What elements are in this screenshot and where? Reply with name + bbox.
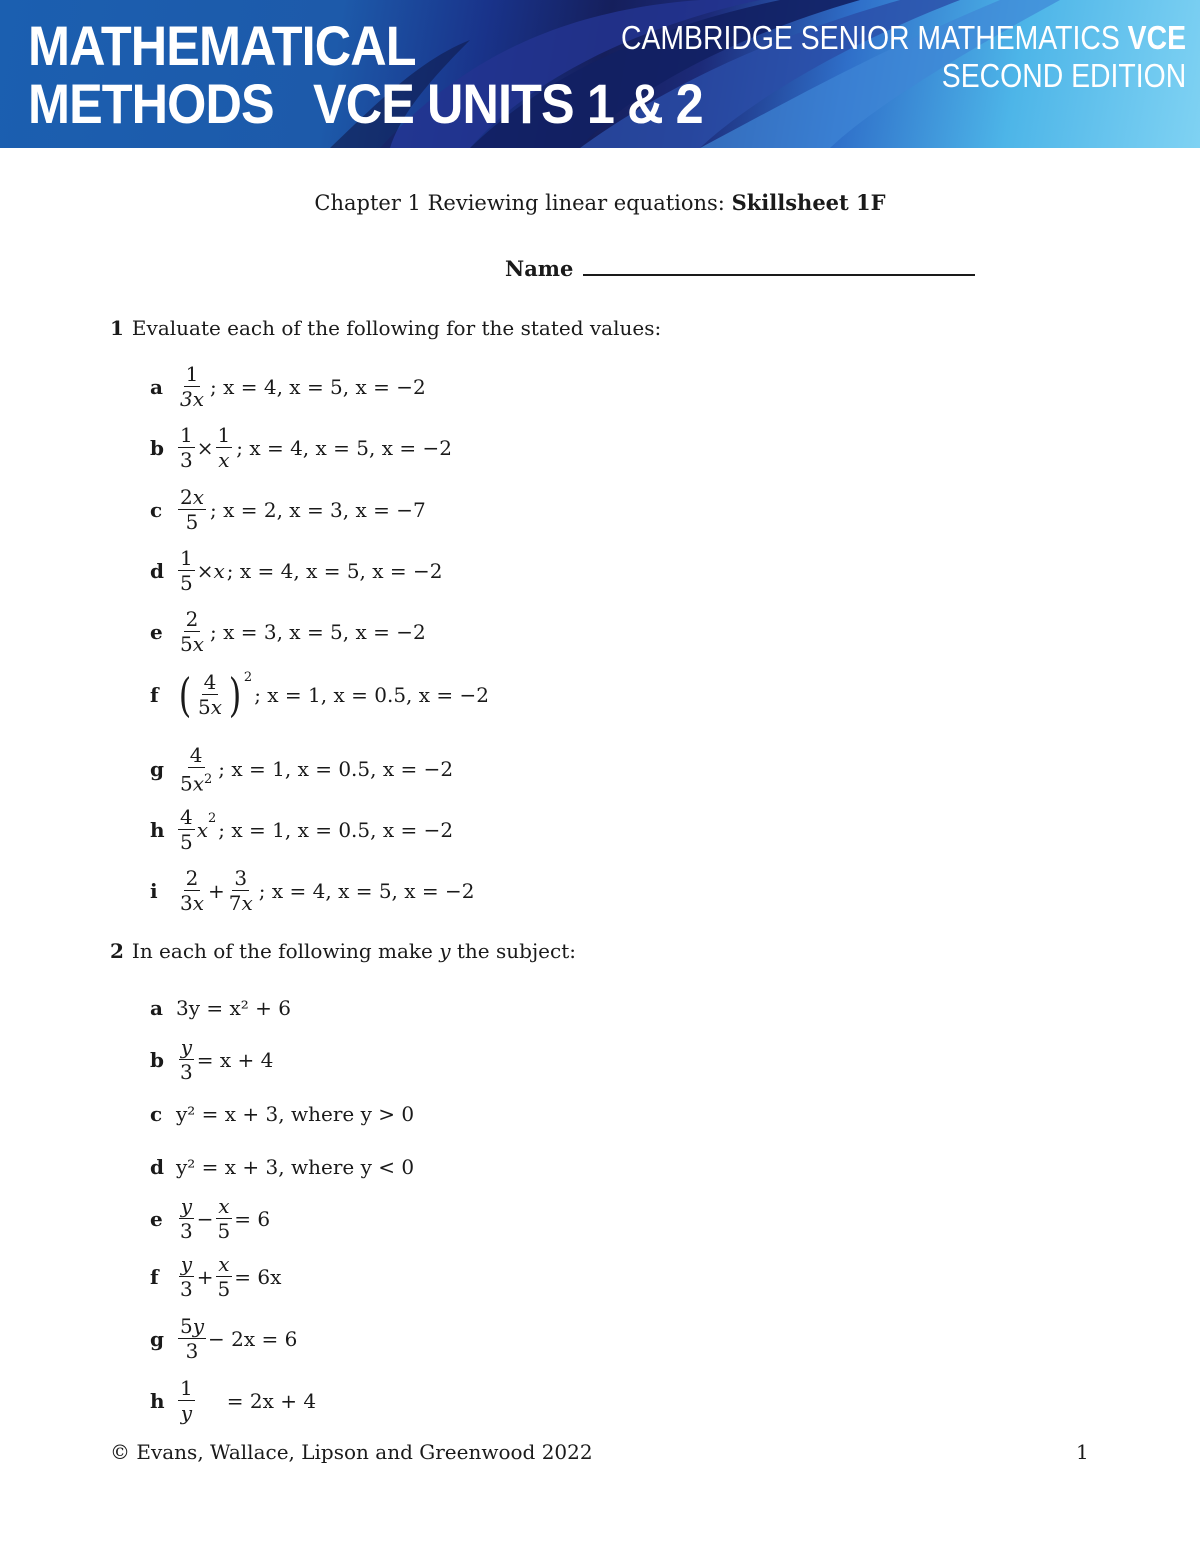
stated-values: ; x = 4, x = 5, x = −2 [226, 558, 443, 583]
expression: $\frac{2}{3x}$ + $\frac{3}{7x}$ [180, 866, 253, 915]
equation-rest: − 2x = 6 [208, 1326, 298, 1351]
fraction: $\frac{1}{3x}$ [180, 362, 205, 411]
fraction: $\frac{y}{3}$ [180, 1194, 193, 1243]
expression: $\frac{4}{5}$ x $^2$ [180, 805, 217, 854]
fraction: $\frac{2}{5x}$ [180, 607, 205, 656]
fraction: $\frac{4}{5x}$ [197, 670, 222, 719]
copyright-notice: © Evans, Wallace, Lipson and Greenwood 2022 [110, 1440, 593, 1464]
q2-part-a [150, 996, 291, 1020]
stated-values: ; x = 3, x = 5, x = −2 [210, 619, 426, 644]
part-label: f [150, 682, 159, 707]
part-label: c [150, 1102, 163, 1126]
page-number: 1 [1076, 1440, 1089, 1464]
part-label: c [150, 497, 163, 522]
series-name [621, 20, 1186, 56]
question-text-end: the subject: [456, 939, 576, 963]
stated-values: ; x = 4, x = 5, x = −2 [210, 374, 426, 399]
part-label: b [150, 1047, 164, 1072]
part-label: g [150, 1326, 164, 1351]
expression: $\frac{1}{5}$ × x [180, 546, 225, 595]
expression [176, 743, 216, 796]
equation-rest: = x + 4 [196, 1047, 274, 1072]
expression [176, 607, 208, 656]
part-label: g [150, 757, 164, 782]
expression [176, 485, 208, 534]
part-label: a [150, 996, 163, 1020]
part-label: i [150, 878, 158, 903]
q2-part-g [150, 1314, 297, 1363]
stated-values: ; x = 2, x = 3, x = −7 [210, 497, 426, 522]
equation: y² = x + 3, where y > 0 [176, 1102, 415, 1126]
fraction: $\frac{4}{5x^2}$ [180, 743, 213, 796]
series-suffix: VCE [1127, 19, 1186, 56]
stated-values: ; x = 4, x = 5, x = −2 [258, 878, 475, 903]
fraction: $\frac{3}{7x}$ [228, 866, 253, 915]
expression [176, 362, 208, 411]
q1-part-e [150, 607, 426, 656]
question-1-prompt [110, 316, 661, 340]
header-banner [0, 0, 1200, 148]
name-field [505, 256, 975, 281]
q2-part-h [150, 1376, 316, 1425]
equation: y² = x + 3, where y < 0 [176, 1155, 415, 1179]
question-2-prompt [110, 939, 576, 963]
fraction: $\frac{2}{3x}$ [180, 866, 205, 915]
chapter-heading [0, 190, 1200, 215]
part-label: b [150, 435, 164, 460]
question-number: 2 [110, 939, 124, 963]
fraction: $\frac{1}{5}$ [180, 546, 193, 595]
q2-part-c [150, 1102, 414, 1126]
skillsheet-label: Skillsheet 1F [731, 190, 886, 215]
fraction: $\frac{1}{x}$ [217, 423, 231, 472]
fraction: $\frac{y}{3}$ [180, 1035, 193, 1084]
q1-part-b [150, 423, 452, 472]
name-blank-line[interactable] [583, 262, 975, 276]
edition-label: SECOND EDITION [941, 57, 1186, 94]
fraction: $\frac{1}{3}$ [180, 423, 193, 472]
equation: 3y = x² + 6 [176, 996, 291, 1020]
q2-part-b [150, 1035, 273, 1084]
chapter-text: Chapter 1 Reviewing linear equations: [314, 191, 725, 215]
part-label: d [150, 1155, 164, 1179]
stated-values: ; x = 1, x = 0.5, x = −2 [218, 757, 454, 782]
name-label: Name [505, 256, 574, 281]
question-text: Evaluate each of the following for the stated values: [131, 316, 662, 340]
fraction: $\frac{y}{3}$ [180, 1252, 193, 1301]
fraction: $\frac{x}{5}$ [217, 1194, 231, 1243]
q1-part-d [150, 546, 443, 595]
q1-part-h [150, 805, 453, 854]
question-text-start: In each of the following make [131, 939, 433, 963]
equation-rest: = 6 [234, 1206, 271, 1231]
q1-part-a [150, 362, 426, 411]
banner-title-line2: METHODS VCE UNITS 1 & 2 [28, 72, 703, 135]
q1-part-c [150, 485, 426, 534]
fraction: $\frac{4}{5}$ [180, 805, 193, 854]
part-label: h [150, 1388, 165, 1413]
q2-part-d [150, 1155, 414, 1179]
part-label: a [150, 374, 163, 399]
fraction: $\frac{2x}{5}$ [180, 485, 205, 534]
banner-title-line1: MATHEMATICAL [28, 14, 416, 77]
part-label: f [150, 1264, 159, 1289]
expression: ( $\frac{4}{5x}$ ) $^2$ [178, 667, 253, 722]
part-label: d [150, 558, 164, 583]
part-label: e [150, 1206, 163, 1231]
stated-values: ; x = 4, x = 5, x = −2 [236, 435, 452, 460]
q2-part-f: f $\frac{y}{3}$ + $\frac{x}{5}$ = 6x [150, 1252, 282, 1301]
series-prefix: CAMBRIDGE SENIOR MATHEMATICS [620, 19, 1120, 56]
q1-part-f [150, 667, 489, 722]
q1-part-i [150, 866, 475, 915]
part-label: e [150, 619, 163, 644]
q1-part-g [150, 743, 453, 796]
fraction: $\frac{x}{5}$ [217, 1252, 231, 1301]
q2-part-e: e $\frac{y}{3}$ − $\frac{x}{5}$ = 6 [150, 1194, 271, 1243]
equation-rest: = 6x [234, 1264, 282, 1289]
question-variable: y [439, 939, 451, 963]
expression: $\frac{1}{3}$ × $\frac{1}{x}$ [180, 423, 231, 472]
stated-values: ; x = 1, x = 0.5, x = −2 [254, 682, 489, 707]
question-number: 1 [110, 316, 124, 340]
fraction: $\frac{5y}{3}$ [180, 1314, 205, 1363]
part-label: h [150, 817, 165, 842]
equation-rest: = 2x + 4 [226, 1388, 317, 1413]
stated-values: ; x = 1, x = 0.5, x = −2 [218, 817, 454, 842]
fraction: $\frac{1}{y}$ [180, 1376, 193, 1425]
